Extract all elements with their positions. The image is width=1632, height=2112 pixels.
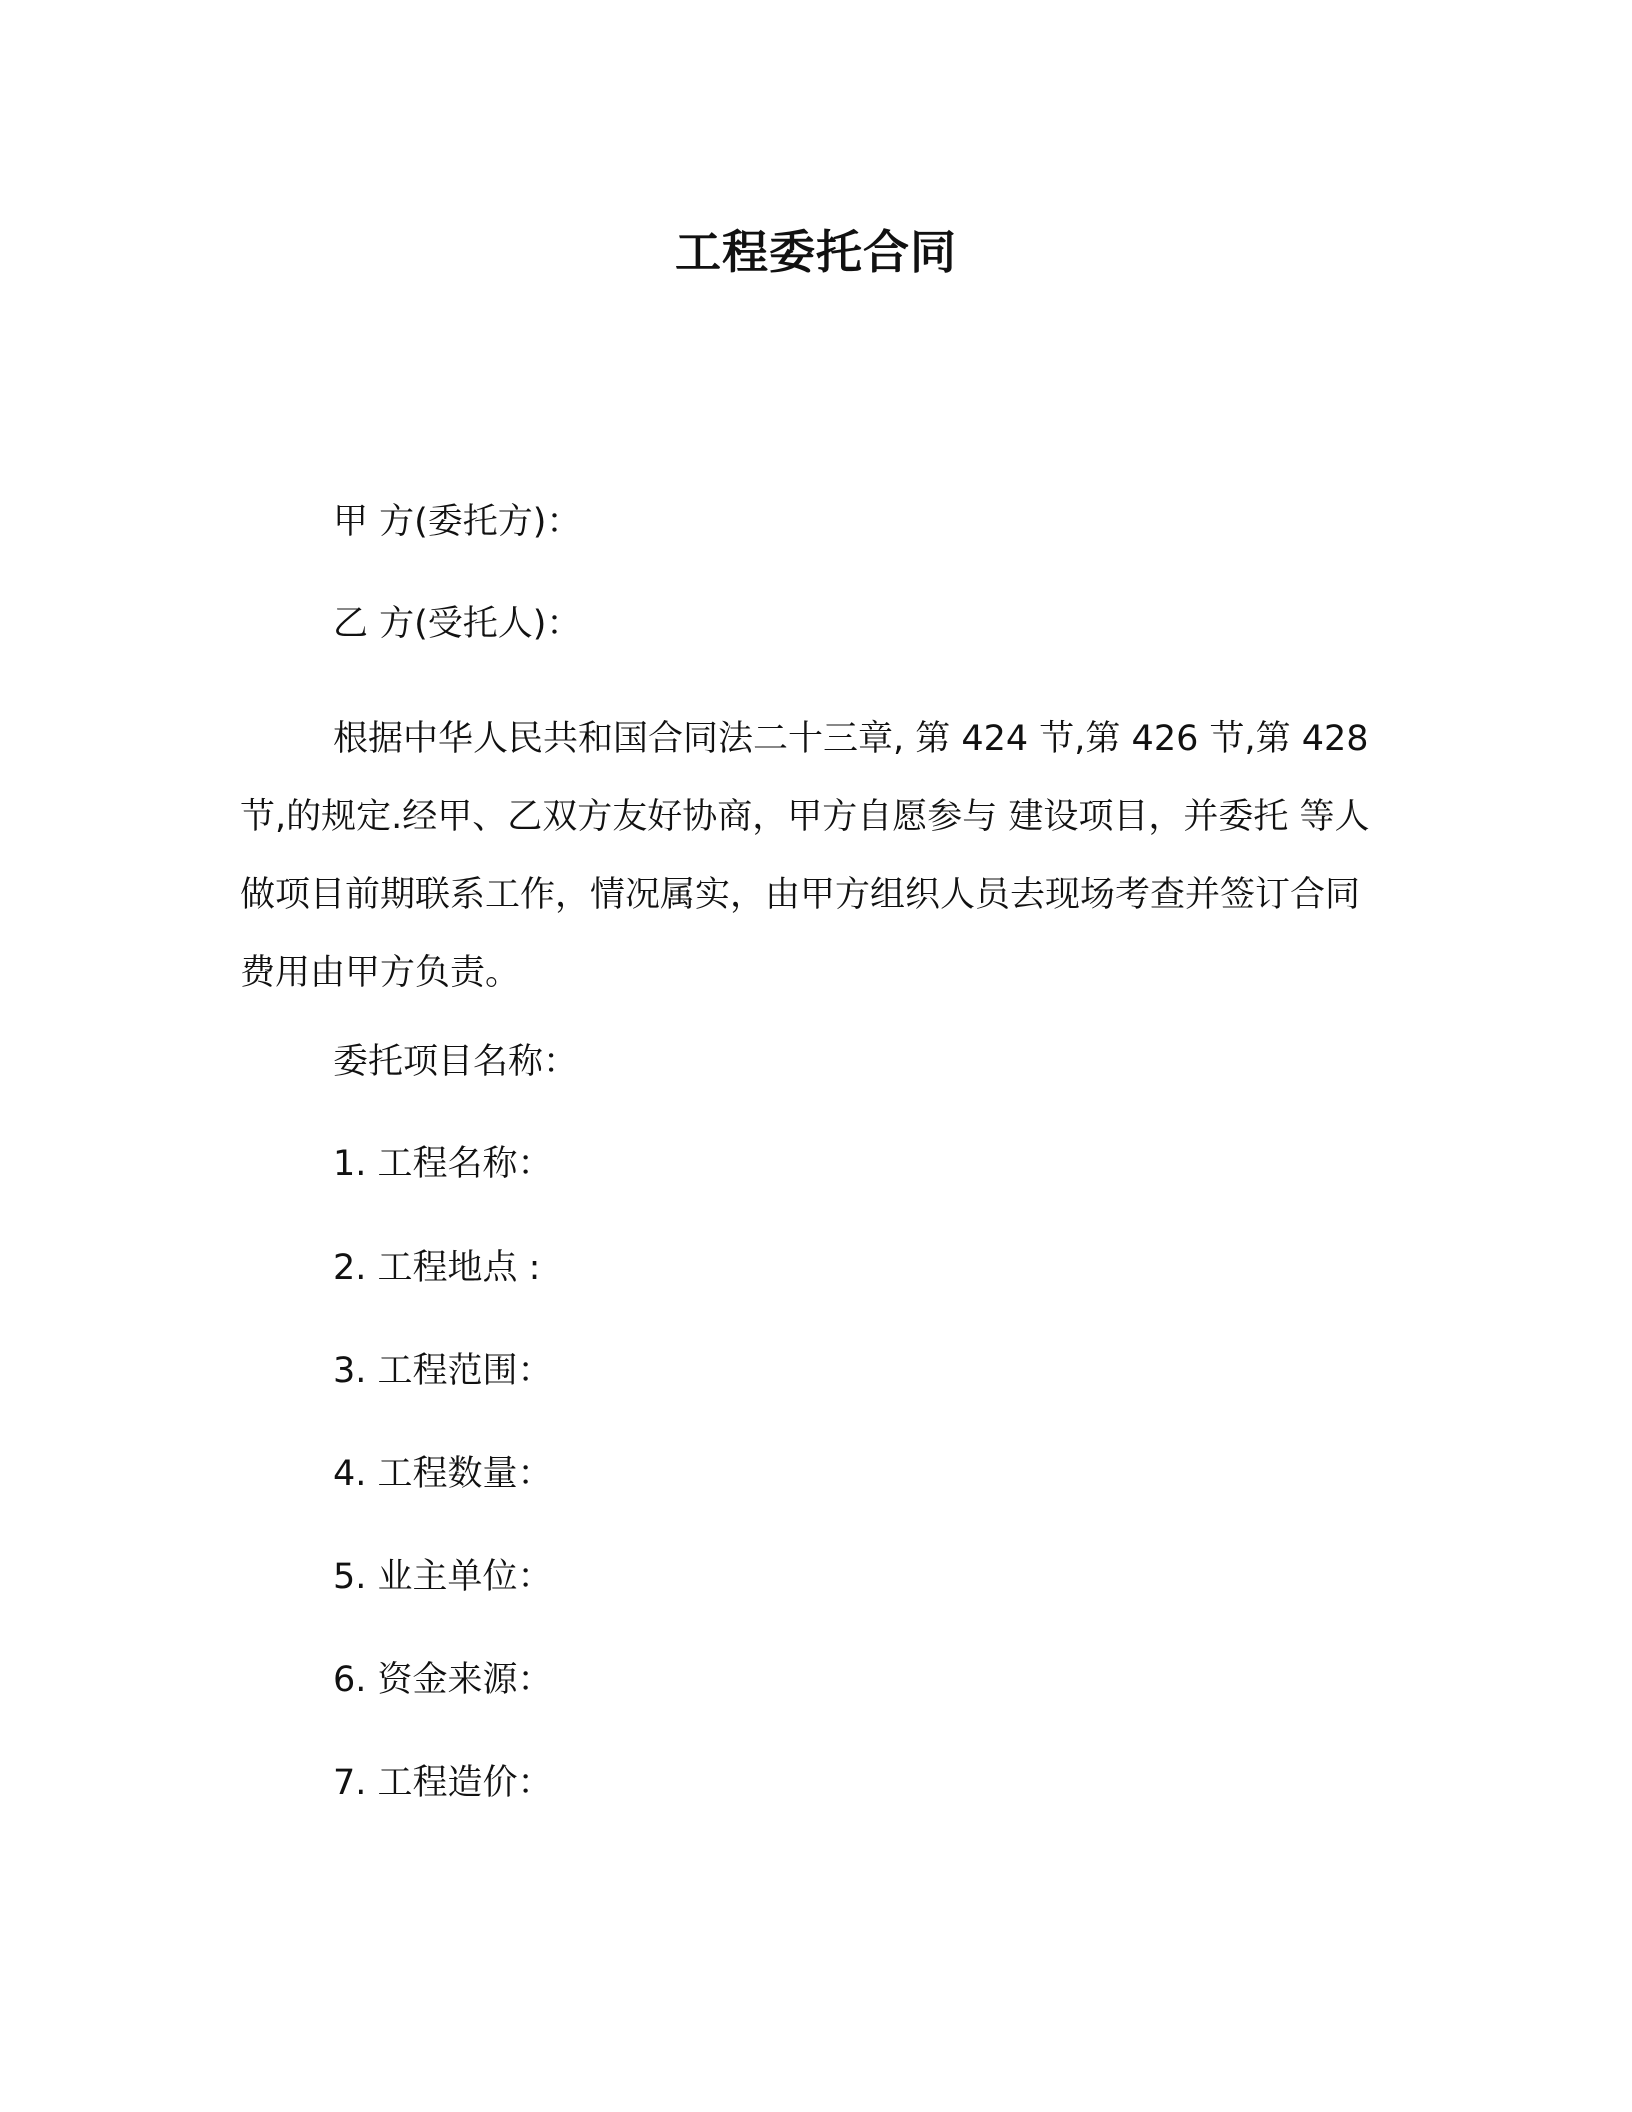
item-project-name: 1. 工程名称： bbox=[333, 1144, 553, 1184]
item-project-cost: 7. 工程造价： bbox=[333, 1763, 553, 1803]
party-b-line: 乙 方(受托人)： bbox=[333, 604, 582, 644]
contract-paragraph: 根据中华人民共和国合同法二十三章, 第 424 节,第 426 节,第 428 节,的规定.经甲、乙双方友好协商，甲方自愿参与 建设项目，并委托 等人做项目前期联系工作，情况属实，由甲方组织人员去现场考查并签订合同费用由甲方负责。 bbox=[240, 719, 1370, 993]
item-funding-source: 6. 资金来源： bbox=[333, 1660, 553, 1700]
item-project-quantity: 4. 工程数量： bbox=[333, 1454, 553, 1494]
item-project-location: 2. 工程地点 : bbox=[333, 1248, 541, 1288]
document-title: 工程委托合同 bbox=[675, 225, 957, 279]
item-owner-unit: 5. 业主单位： bbox=[333, 1557, 553, 1597]
party-a-line: 甲 方(委托方)： bbox=[333, 502, 582, 542]
item-project-scope: 3. 工程范围： bbox=[333, 1351, 553, 1391]
project-heading: 委托项目名称： bbox=[333, 1042, 579, 1082]
